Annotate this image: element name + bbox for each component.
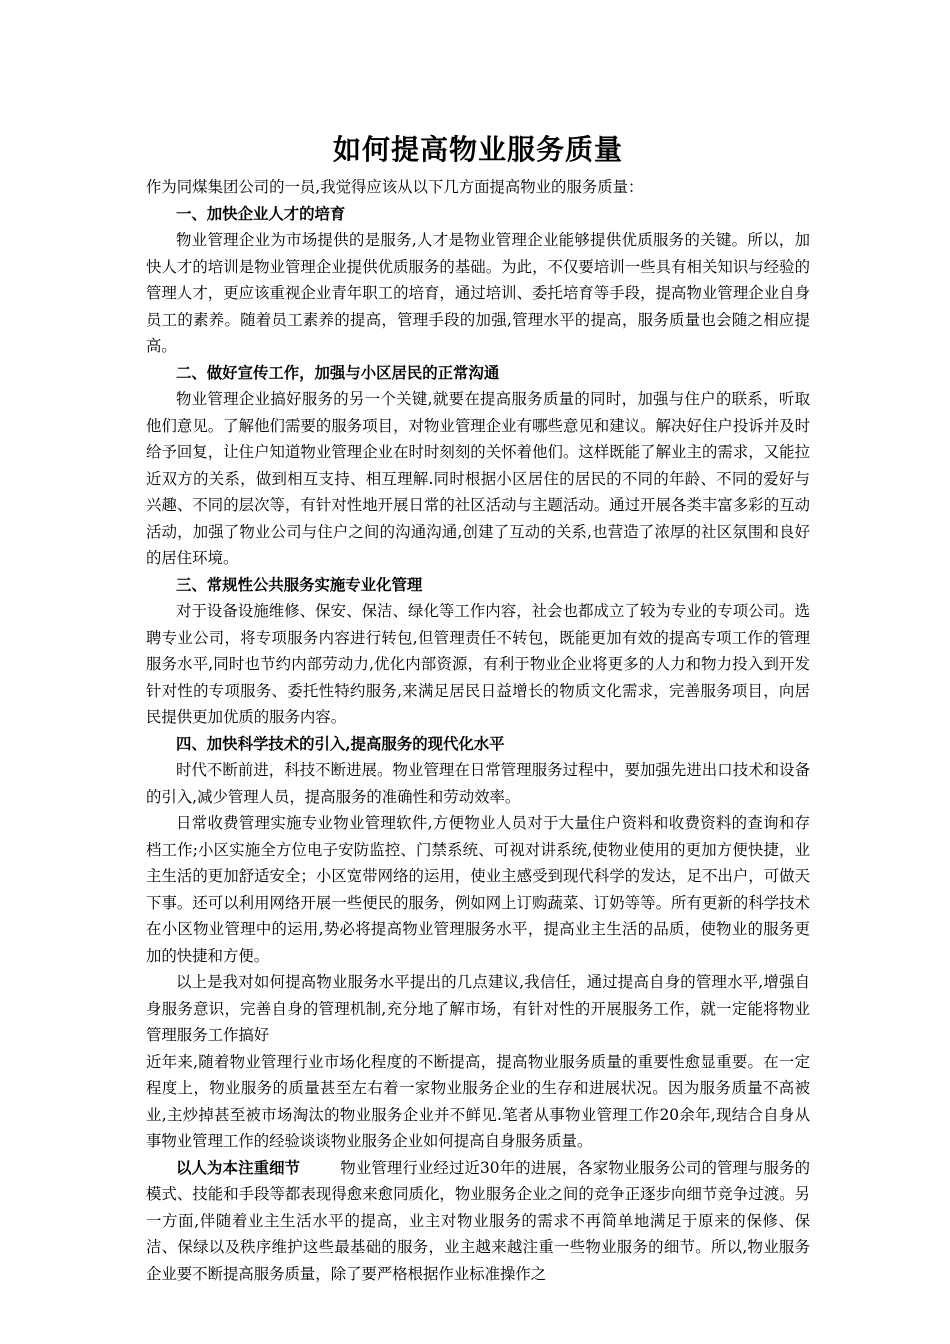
section-body-4b: 日常收费管理实施专业物业管理软件,方便物业人员对于大量住户资料和收费资料的查询和存档工作;小区实施全方位电子安防监控、门禁系统、可视对讲系统,使物业使用的更加方便快捷，业主生活的更加舒适安全；小区宽带网络的运用，使业主感受到现代科学的发达，足不出户，可做天下事。还可以利用网络开展一些便民的服务，例如网上订购蔬菜、订奶等等。所有更新的科学技术在小区物业管理中的运用,势必将提高物业管理服务水平，提高业主生活的品质，使物业的服务更加的快捷和方便。 <box>146 814 810 965</box>
section-heading-5: 以人为本注重细节 <box>176 1158 301 1177</box>
section-body-5: 物业管理行业经过近30年的进展，各家物业服务公司的管理与服务的模式、技能和手段等都表现得愈来愈同质化，物业服务企业之间的竞争正逐步向细节竞争过渡。另一方面,伴随着业主生活水平的提高，业主对物业服务的需求不再简单地满足于原来的保修、保洁、保绿以及秩序维护这些最基础的服务，业主越来越注重一些物业服务的细节。所以,物业服务企业要不断提高服务质量，除了要严格根据作业标准操作之 <box>146 1158 810 1283</box>
section-heading-2: 二、做好宣传工作，加强与小区居民的正常沟通 <box>176 363 500 382</box>
conclusion-paragraph: 以上是我对如何提高物业服务水平提出的几点建议,我信任，通过提高自身的管理水平,增强自身服务意识，完善自身的管理机制,充分地了解市场，有针对性的开展服务工作，就一定能将物业管理服务工作搞好 <box>146 973 810 1044</box>
section-body-4a: 时代不断前进，科技不断进展。物业管理在日常管理服务过程中，要加强先进出口技术和设备的引入,减少管理人员，提高服务的准确性和劳动效率。 <box>146 761 810 806</box>
section-heading-4: 四、加快科学技术的引入,提高服务的现代化水平 <box>176 734 505 753</box>
section-heading-1: 一、加快企业人才的培育 <box>176 204 346 223</box>
document-title: 如何提高物业服务质量 <box>332 133 623 166</box>
section-body-2: 物业管理企业搞好服务的另一个关键,就要在提高服务质量的同时，加强与住户的联系，听取他们意见。了解他们需要的服务项目，对物业管理企业有哪些意见和建议。解决好住户投诉并及时给予回复，让住户知道物业管理企业在时时刻刻的关怀着他们。这样既能了解业主的需求，又能拉近双方的关系，做到相互支持、相互理解.同时根据小区居住的居民的不同的年龄、不同的爱好与兴趣、不同的层次等，有针对性地开展日常的社区活动与主题活动。通过开展各类丰富多彩的互动活动，加强了物业公司与住户之间的沟通沟通,创建了互动的关系,也营造了浓厚的社区氛围和良好的居住环境。 <box>146 390 810 567</box>
intro-paragraph: 作为同煤集团公司的一员,我觉得应该从以下几方面提高物业的服务质量： <box>146 178 644 196</box>
section-paragraph-5 <box>146 1155 810 1288</box>
document-page <box>146 128 810 1287</box>
section-body-1: 物业管理企业为市场提供的是服务,人才是物业管理企业能够提供优质服务的关键。所以，加快人才的培训是物业管理企业提供优质服务的基础。为此，不仅要培训一些具有相关知识与经验的管理人才，更应该重视企业青年职工的培育，通过培训、委托培育等手段，提高物业管理企业自身员工的素养。随着员工素养的提高，管理手段的加强,管理水平的提高，服务质量也会随之相应提高。 <box>146 231 810 355</box>
section-body-3: 对于设备设施维修、保安、保洁、绿化等工作内容，社会也都成立了较为专业的专项公司。选聘专业公司，将专项服务内容进行转包,但管理责任不转包，既能更加有效的提高专项工作的管理服务水平,同时也节约内部劳动力,优化内部资源，有利于物业企业将更多的人力和物力投入到开发针对性的专项服务、委托性特约服务,来满足居民日益增长的物质文化需求，完善服务项目，向居民提供更加优质的服务内容。 <box>146 602 810 726</box>
section-heading-3: 三、常规性公共服务实施专业化管理 <box>176 575 423 594</box>
second-intro-paragraph: 近年来,随着物业管理行业市场化程度的不断提高，提高物业服务质量的重要性愈显重要。在一定程度上，物业服务的质量甚至左右着一家物业服务企业的生存和进展状况。因为服务质量不高被业,主炒掉甚至被市场淘汰的物业服务企业并不鲜见.笔者从事物业管理工作20余年,现结合自身从事物业管理工作的经验谈谈物业服务企业如何提高自身服务质量。 <box>146 1052 810 1150</box>
